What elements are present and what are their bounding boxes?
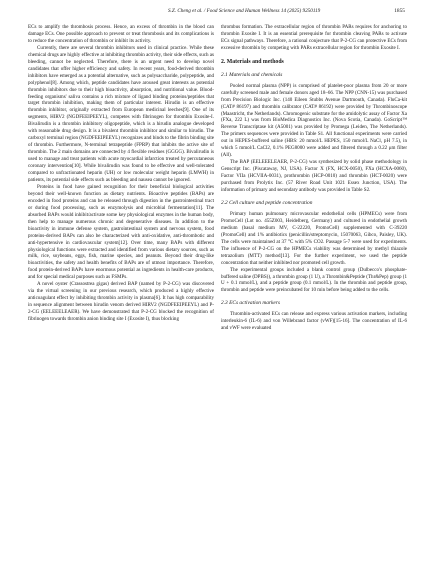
page-header (24, 8, 405, 20)
subsection-heading: 2.2 Cell culture and peptide concentration (221, 199, 313, 206)
running-head: S.Z. Cheng et al. / Food Science and Human Wellness 14 (2025) 9250119 (167, 8, 321, 14)
left-column (28, 24, 214, 323)
body-paragraph: Proteins in food have gained recognition for their beneficial biological activities beyond their well-known function as dietary nutrients. Bioactive peptides (BAPs) are encoded in food proteins and can be released through digestion in the gastrointestinal tract or during food processing, such as enzymolysis and microbial fermentation[11]. The absorbed BAPs would inhibit/activate some key physiological enzymes in the human body, then help to manage numerous chronic and degenerative diseases. In addition to the bioactivity in immune defense system, gastrointestinal system and nervous system, food proteins-derived BAPs can also be characterized with anti-oxidative, anti-thrombotic and anti-hypertensive in cardiovascular system[12]. Over time, many BAPs with different physiological functions were extracted and identified from various dietary sources, such as milk, rice, soybeans, eggs, fish, marine species, and peanuts. Beyond their drug-like bioactivities, the safety and health benefits of BAPs are of utmost importance. Therefore, food protein-derived BAPs have enormous potential as ingredients in health-care products, and for special medical purposes such as FSMPs. (28, 183, 214, 281)
body-paragraph: ECs to amplify the thrombosis process. Hence, an excess of thrombin in the blood can damage ECs. One possible approach to prevent or treat thrombosis and its complications is to reduce the concentration of thrombin or inhibit its activity. (28, 24, 214, 44)
body-paragraph: Thrombin-activated ECs can release and express various activation markers, including interleukin-6 (IL-6) and von Willebrand factor (vWF)[15-16]. The concentration of IL-6 and vWF were evaluated (221, 311, 407, 332)
subsection-heading: 2.3 ECs activation markers (221, 300, 280, 307)
right-column (221, 24, 407, 332)
body-paragraph: A novel oyster (Crassostrea gigas) derived BAP (named by P-2-CG) was discovered via the virtual screening in our previous research, which produced a highly effective anticoagulant effect by inhibiting thrombin activity in plasma[6]. It has high comparability in sequence alignment between hirudin venom derived HIRV2 (NGDFEEIPEEYL) and P-2-CG (EELEEELEAER). We have demonstrated that P-2-CG blocked the recognition of fibrinogen towards thrombin anion binding site I (Exosite I), thus blocking (28, 281, 214, 323)
body-paragraph: The BAP (EELEEELEAER, P-2-CG) was synthesized by solid phase methodology in Genscript Inc. (Piscataway, NJ, USA). Factor X (FX, HCX-0050), FXa (HCXA-0060), Factor VIIa (HCVIIA-0031), prothrombin (HCP-0010) and thrombin (HCT-0020) were purchased from Prolytix Inc. (57 River Road Unit 1021 Essex Junction, USA). The information of primary and secondary antibody was provided in Table S2. (221, 159, 407, 194)
section-heading: 2. Materials and methods (221, 58, 284, 65)
body-paragraph: Pooled normal plasma (NPP) is comprised of platelet-poor plasma from 20 or more carefully screened male and female donors aged 18–66. The NPP (CNN-15) was purchased from Precision Biologic Inc. (140 Eileen Stubbs Avenue Dartmouth, Canada). FluCa-kit (CAT# 86197) and thrombin calibrator (CAT# 86192) were provided by Thrombinoscope (Maastricht, the Netherlands). Chromogenic substrate for the amidolytic assay of Factor Xa (FXa, 222 L) was from BioMedica Diagnostics Inc. (Nova Scotia, Canada). GoScript™ Reverse Transcriptase kit (A5001) was provided by Promega (Leiden, The Netherlands). The primers sequences were provided in Table S1. All functional experiments were carried out in HEPES-buffered saline (HBS: 20 mmol/L HEPES, 150 mmol/L NaCl, pH 7.5), in which 5 mmol/L CaCl2, 0.1% PEG8000 were added and filtered through a 0.22 μm filter (All). (221, 82, 407, 159)
subsection-heading: 2.1 Materials and chemicals (221, 71, 283, 78)
body-paragraph: Currently, there are several thrombin inhibitors used in clinical practice. While these chemical drugs are highly effective at inhibiting thrombin activity, their side effects, such as bleeding, cannot be neglected. Therefore, there is an urgent need to develop novel candidates that offer higher efficiency and safety. In recent years, food-derived thrombin inhibitors have emerged as a potential alternative, such as polysaccharide, polypeptide, and polyphenol[8]. Among which, peptide candidates have aroused great interests as potential thrombin inhibitors due to their high bioactivity, absorption, and nutritional value. Blood-feeding organisms' saliva contains a rich mixture of ligand binding proteins/peptides that target thrombin inhibition, making them of particular interest. Hirudin is an effective thrombin inhibitor, originally extracted from European medicinal leeches[9]. One of its segments, HIRV2 (NGDFEEIPEEYL), competes with fibrinogen for thrombin Exosite-I. Bivalirudin is a thrombin inhibitory oligopeptide, which is a hirudin analogue developed with reasonable drug design. It is a bivalent thrombin inhibitor and similar to hirudin. The carboxyl terminal region (NGDFEEIPEEYL) recognizes and binds to the fibrin binding site of thrombin. Furthermore, N-terminal tetrapeptide (FPRP) that inhibits the active site of thrombin. The 2 main domains are connected by 4 flexible residues (GGGG). Bivalirudin is used to manage and treat patients with acute myocardial infarction treated by percutaneous coronary intervention[10]. While bivalirudin was found to be effective and well-tolerated compared to unfractionated heparin (UH) or low molecular weight heparin (LMWH) in patients, its potential side effects such as bleeding and nausea cannot be ignored. (28, 44, 214, 183)
body-paragraph: The experimental groups included a blank control group (Dulbecco's phosphate-buffered saline (DPBS)), a thrombin group (1 U), a Thrombin&Peptide (Thr&Pep) group (1 U + 0.1 mmol/L), and a peptide group (0.1 mmol/L). In the thrombin and peptide group, thrombin and peptide were preincubated for 10 min before being added to the cells. (221, 266, 407, 294)
body-paragraph: thrombus formation. The extracellular region of thrombin PARs requires for anchoring to thrombin Exosite I. It is an essential prerequisite for thrombin cleaving PARs to activate ECs signal pathways. Therefore, a rational conjecture that P-2-CG can protective ECs from excessive thrombin by competing with PARs extracellular region for thrombin Exosite I. (221, 24, 407, 51)
page-number: 1855 (394, 8, 405, 14)
body-paragraph: Primary human pulmonary microvascular endothelial cells (HPMECs) were from PromoCell (Lot no. 455Z003, Heidelberg, Germany) and cultured in endothelial growth medium (basal medium MV, C-22220, PromoCell) supplemented with C-39220 (PromoCell) and 1% antibiotics (penicillin/streptomycin, 15070063, Gibco, Paisley, UK). The cells were maintained at 37 °C with 5% CO2. Passage 5-7 were used for experiments. The influence of P-2-CG on the HPMECs viability was determined by methyl thiazole tetrazolium (MTT) method[13]. For the further experiment, we used the peptide concentration that neither inhibited nor promoted cell growth. (221, 210, 407, 266)
